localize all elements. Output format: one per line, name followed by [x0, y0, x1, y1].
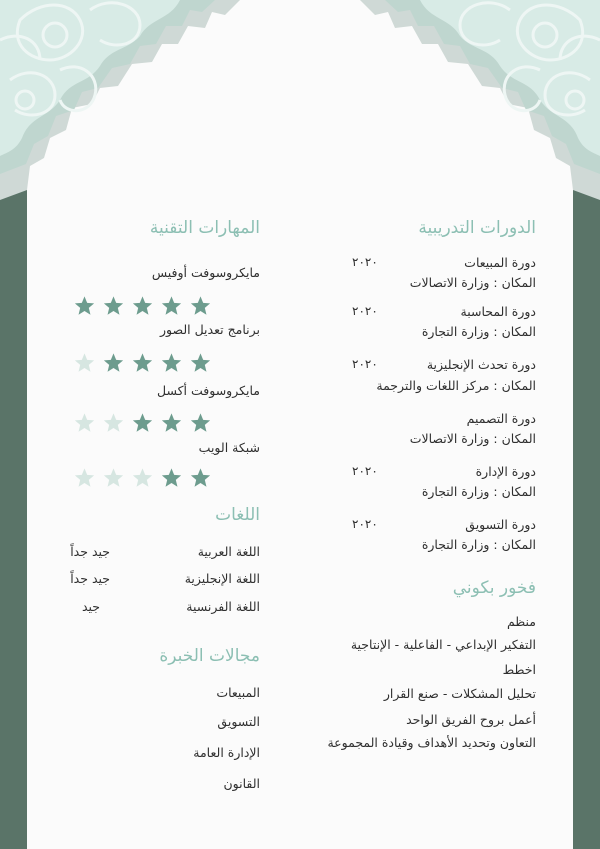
- star-filled-icon: [102, 295, 125, 317]
- course-name: دورة التصميم: [466, 411, 536, 426]
- skill-name: شبكة الويب: [198, 440, 260, 455]
- course-name: دورة تحدث الإنجليزية: [426, 357, 536, 372]
- skill-name: مايكروسوفت أوفيس: [151, 265, 260, 280]
- star-filled-icon: [102, 352, 125, 374]
- star-filled-icon: [160, 467, 183, 489]
- skill-rating: [73, 467, 212, 489]
- star-empty-icon: [73, 467, 96, 489]
- star-filled-icon: [189, 467, 212, 489]
- skills-title: المهارات التقنية: [149, 218, 260, 238]
- course-year: ٢٠٢٠: [352, 357, 378, 371]
- star-filled-icon: [160, 352, 183, 374]
- star-filled-icon: [73, 295, 96, 317]
- language-level: جيد جداً: [70, 571, 110, 586]
- proud-desc: التعاون وتحديد الأهداف وقيادة المجموعة: [327, 735, 536, 750]
- star-filled-icon: [189, 295, 212, 317]
- star-empty-icon: [102, 467, 125, 489]
- course-name: دورة التسويق: [465, 517, 536, 532]
- course-place: المكان : مركز اللغات والترجمة: [376, 378, 536, 393]
- expertise-item: التسويق: [217, 714, 260, 729]
- proud-title: فخور بكوني: [452, 578, 536, 598]
- star-empty-icon: [73, 352, 96, 374]
- course-year: ٢٠٢٠: [352, 255, 378, 269]
- skill-rating: [73, 412, 212, 434]
- proud-head: أعمل بروح الفريق الواحد: [406, 712, 536, 727]
- course-place: المكان : وزارة الاتصالات: [409, 275, 536, 290]
- course-place: المكان : وزارة التجارة: [421, 537, 536, 552]
- star-filled-icon: [160, 412, 183, 434]
- language-level: جيد: [81, 599, 100, 614]
- star-filled-icon: [189, 412, 212, 434]
- skill-name: مايكروسوفت أكسل: [156, 383, 260, 398]
- course-name: دورة المبيعات: [464, 255, 536, 270]
- course-name: دورة المحاسبة: [460, 304, 536, 319]
- courses-title: الدورات التدريبية: [418, 218, 536, 238]
- course-place: المكان : وزارة التجارة: [421, 324, 536, 339]
- expertise-item: الإدارة العامة: [193, 745, 260, 760]
- proud-head: اخطط: [502, 662, 536, 677]
- proud-desc: التفكير الإبداعي - الفاعلية - الإنتاجية: [350, 637, 536, 652]
- star-filled-icon: [160, 295, 183, 317]
- star-filled-icon: [131, 412, 154, 434]
- expertise-title: مجالات الخبرة: [159, 646, 260, 666]
- expertise-item: المبيعات: [216, 685, 260, 700]
- star-empty-icon: [102, 412, 125, 434]
- language-name: اللغة الفرنسية: [186, 599, 260, 614]
- language-level: جيد جداً: [70, 544, 110, 559]
- skill-name: برنامج تعديل الصور: [159, 322, 260, 337]
- course-year: ٢٠٢٠: [352, 517, 378, 531]
- course-place: المكان : وزارة الاتصالات: [409, 431, 536, 446]
- star-filled-icon: [189, 352, 212, 374]
- language-name: اللغة العربية: [197, 544, 260, 559]
- star-empty-icon: [131, 467, 154, 489]
- course-name: دورة الإدارة: [475, 464, 536, 479]
- star-filled-icon: [131, 352, 154, 374]
- course-year: ٢٠٢٠: [352, 464, 378, 478]
- skill-rating: [73, 352, 212, 374]
- language-name: اللغة الإنجليزية: [184, 571, 260, 586]
- skill-rating: [73, 295, 212, 317]
- course-year: ٢٠٢٠: [352, 304, 378, 318]
- star-empty-icon: [73, 412, 96, 434]
- proud-desc: تحليل المشكلات - صنع القرار: [383, 686, 536, 701]
- star-filled-icon: [131, 295, 154, 317]
- languages-title: اللغات: [215, 505, 260, 525]
- course-place: المكان : وزارة التجارة: [421, 484, 536, 499]
- expertise-item: القانون: [223, 776, 260, 791]
- proud-head: منظم: [506, 614, 536, 629]
